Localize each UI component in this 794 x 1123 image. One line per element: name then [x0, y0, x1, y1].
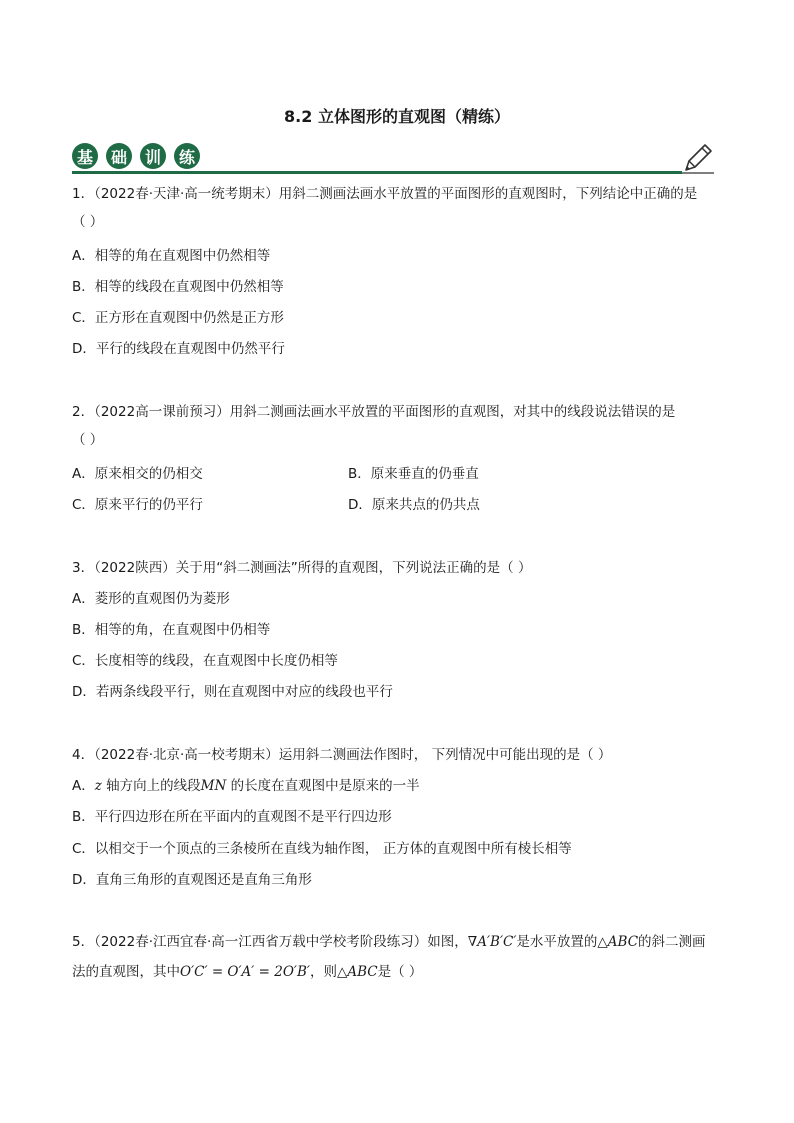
question-4-option-a: [72, 776, 420, 796]
question-2: [72, 402, 722, 450]
question-4-option-b: B．平行四边形在所在平面内的直观图不是平行四边形: [72, 809, 392, 825]
question-1-option-a: A．相等的角在直观图中仍然相等: [72, 248, 271, 264]
question-4-option-c: C．以相交于一个顶点的三条棱所在直线为轴作图， 正方体的直观图中所有棱长相等: [72, 841, 572, 857]
question-2-option-a: A．原来相交的仍相交: [72, 466, 203, 482]
question-5-line-2-suffix: 是（ ）: [377, 964, 423, 980]
pencil-icon: [680, 140, 716, 176]
question-2-option-b: B．原来垂直的仍垂直: [348, 466, 479, 482]
question-2-option-d: D．原来共点的仍共点: [348, 497, 480, 513]
question-4-option-a-mid: 轴方向上的线段: [101, 778, 201, 794]
question-3-option-c: C．长度相等的线段，在直观图中长度仍相等: [72, 653, 338, 669]
banner-char-4: 练: [174, 143, 200, 169]
banner-char-3: 训: [140, 143, 166, 169]
question-1: [72, 184, 722, 232]
question-5-length-relation: O′C′ = O′A′ = 2O′B′: [180, 964, 310, 980]
question-5-line-1: [72, 932, 722, 952]
question-2-answer-blank: （ ）: [72, 432, 104, 448]
question-5-triangle-abc-2: △ABC: [336, 964, 378, 980]
question-5: [72, 932, 722, 982]
question-4-stem: 4．（2022春·北京·高一校考期末）运用斜二测画法作图时， 下列情况中可能出现的是（ ）: [72, 747, 612, 763]
banner-underline: [72, 171, 682, 174]
question-5-line-2: [72, 962, 722, 982]
question-5-triangle-abc: △ABC: [597, 934, 639, 950]
question-1-option-b: B．相等的线段在直观图中仍然相等: [72, 279, 284, 295]
banner-char-2: 础: [106, 143, 132, 169]
question-1-stem: 1．（2022春·天津·高一统考期末）用斜二测画法画水平放置的平面图形的直观图时，下列结论中正确的是: [72, 186, 698, 202]
question-4-option-a-var-mn: MN: [200, 778, 227, 794]
question-4: [72, 745, 722, 765]
page-title: 8.2 立体图形的直观图（精练）: [284, 107, 510, 126]
question-5-triangle-prime: ∇A′B′C′: [467, 934, 517, 950]
question-4-option-a-var-z: z: [94, 778, 102, 794]
question-4-option-a-suffix: 的长度在直观图中是原来的一半: [226, 778, 420, 794]
question-1-answer-blank: （ ）: [72, 214, 104, 230]
question-1-option-c: C．正方形在直观图中仍然是正方形: [72, 310, 284, 326]
question-3-option-b: B．相等的角，在直观图中仍相等: [72, 622, 271, 638]
question-3-stem: 3．（2022陕西）关于用“斜二测画法”所得的直观图，下列说法正确的是（ ）: [72, 560, 532, 576]
question-5-line-2-prefix: 法的直观图，其中: [72, 964, 180, 980]
section-banner: [72, 140, 716, 176]
question-2-option-c: C．原来平行的仍平行: [72, 497, 203, 513]
question-5-line-1-suffix: 的斜二测画: [638, 934, 706, 950]
question-4-option-a-prefix: A．: [72, 778, 95, 794]
banner-char-1: 基: [72, 143, 98, 169]
question-1-option-d: D．平行的线段在直观图中仍然平行: [72, 341, 285, 357]
question-5-line-1-prefix: 5．（2022春·江西宜春·高一江西省万载中学校考阶段练习）如图，: [72, 934, 468, 950]
question-2-stem: 2．（2022高一课前预习）用斜二测画法画水平放置的平面图形的直观图，对其中的线段说法错误的是: [72, 404, 676, 420]
question-5-line-1-mid: 是水平放置的: [516, 934, 598, 950]
question-4-option-d: D．直角三角形的直观图还是直角三角形: [72, 872, 312, 888]
question-5-line-2-mid: ，则: [309, 964, 337, 980]
question-3-option-a: A．菱形的直观图仍为菱形: [72, 591, 230, 607]
question-3: [72, 558, 722, 578]
question-3-option-d: D．若两条线段平行，则在直观图中对应的线段也平行: [72, 684, 393, 700]
